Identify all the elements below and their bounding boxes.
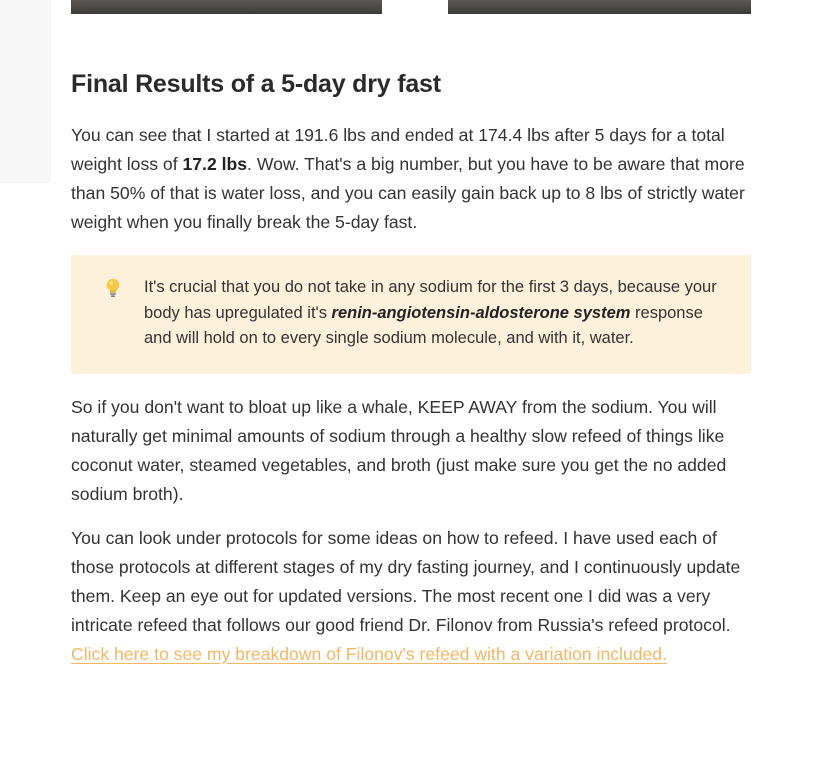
sodium-paragraph: So if you don't want to bloat up like a whale, KEEP AWAY from the sodium. You will naturally get minimal amounts of sodium through a healthy slow refeed of things like coconut water, steamed vegetables, and broth (just make sure you get the no added sodium broth).: [71, 396, 727, 504]
weight-loss-value: 17.2 lbs: [182, 154, 248, 174]
refeed-text: You can look under protocols for some ideas on how to refeed. I have used each of those protocols at different stages of my dry fasting journey, and I continuously update them. Keep an eye out for updated versions. The most recent one I did was a very intricate refeed that follows our good friend Dr. Filonov from Russia's refeed protocol.: [71, 527, 741, 635]
callout-text-start: It's crucial that you do not take in any sodium for the first 3 days, because your body has upregulated it's: [144, 278, 717, 322]
tip-callout: [71, 255, 751, 374]
lightbulb-icon: [103, 277, 123, 299]
results-text-end: . Wow. That's a big number, but you have to be aware that more than 50% of that is water loss, and you can easily gain back up to 8 lbs of strictly water weight when you finally break the 5-day fast.: [71, 154, 745, 232]
article-content: [71, 66, 751, 669]
article-photo-left: [71, 0, 382, 14]
results-text-start: You can see that I started at 191.6 lbs and ended at 174.4 lbs after 5 days for a total weight loss of: [71, 125, 725, 174]
article-photo-right: [448, 0, 751, 14]
callout-text-end: response and will hold on to every single sodium molecule, and with it, water.: [144, 303, 703, 348]
filonov-refeed-link[interactable]: Click here to see my breakdown of Filonov's refeed with a variation included.: [71, 643, 667, 664]
results-paragraph: [71, 121, 751, 237]
section-heading: Final Results of a 5-day dry fast: [71, 70, 441, 98]
refeed-paragraph: [71, 524, 751, 669]
callout-emphasis: renin-angiotensin-aldosterone system: [331, 303, 631, 322]
callout-text: [144, 275, 719, 352]
sidebar-background: [0, 0, 51, 183]
